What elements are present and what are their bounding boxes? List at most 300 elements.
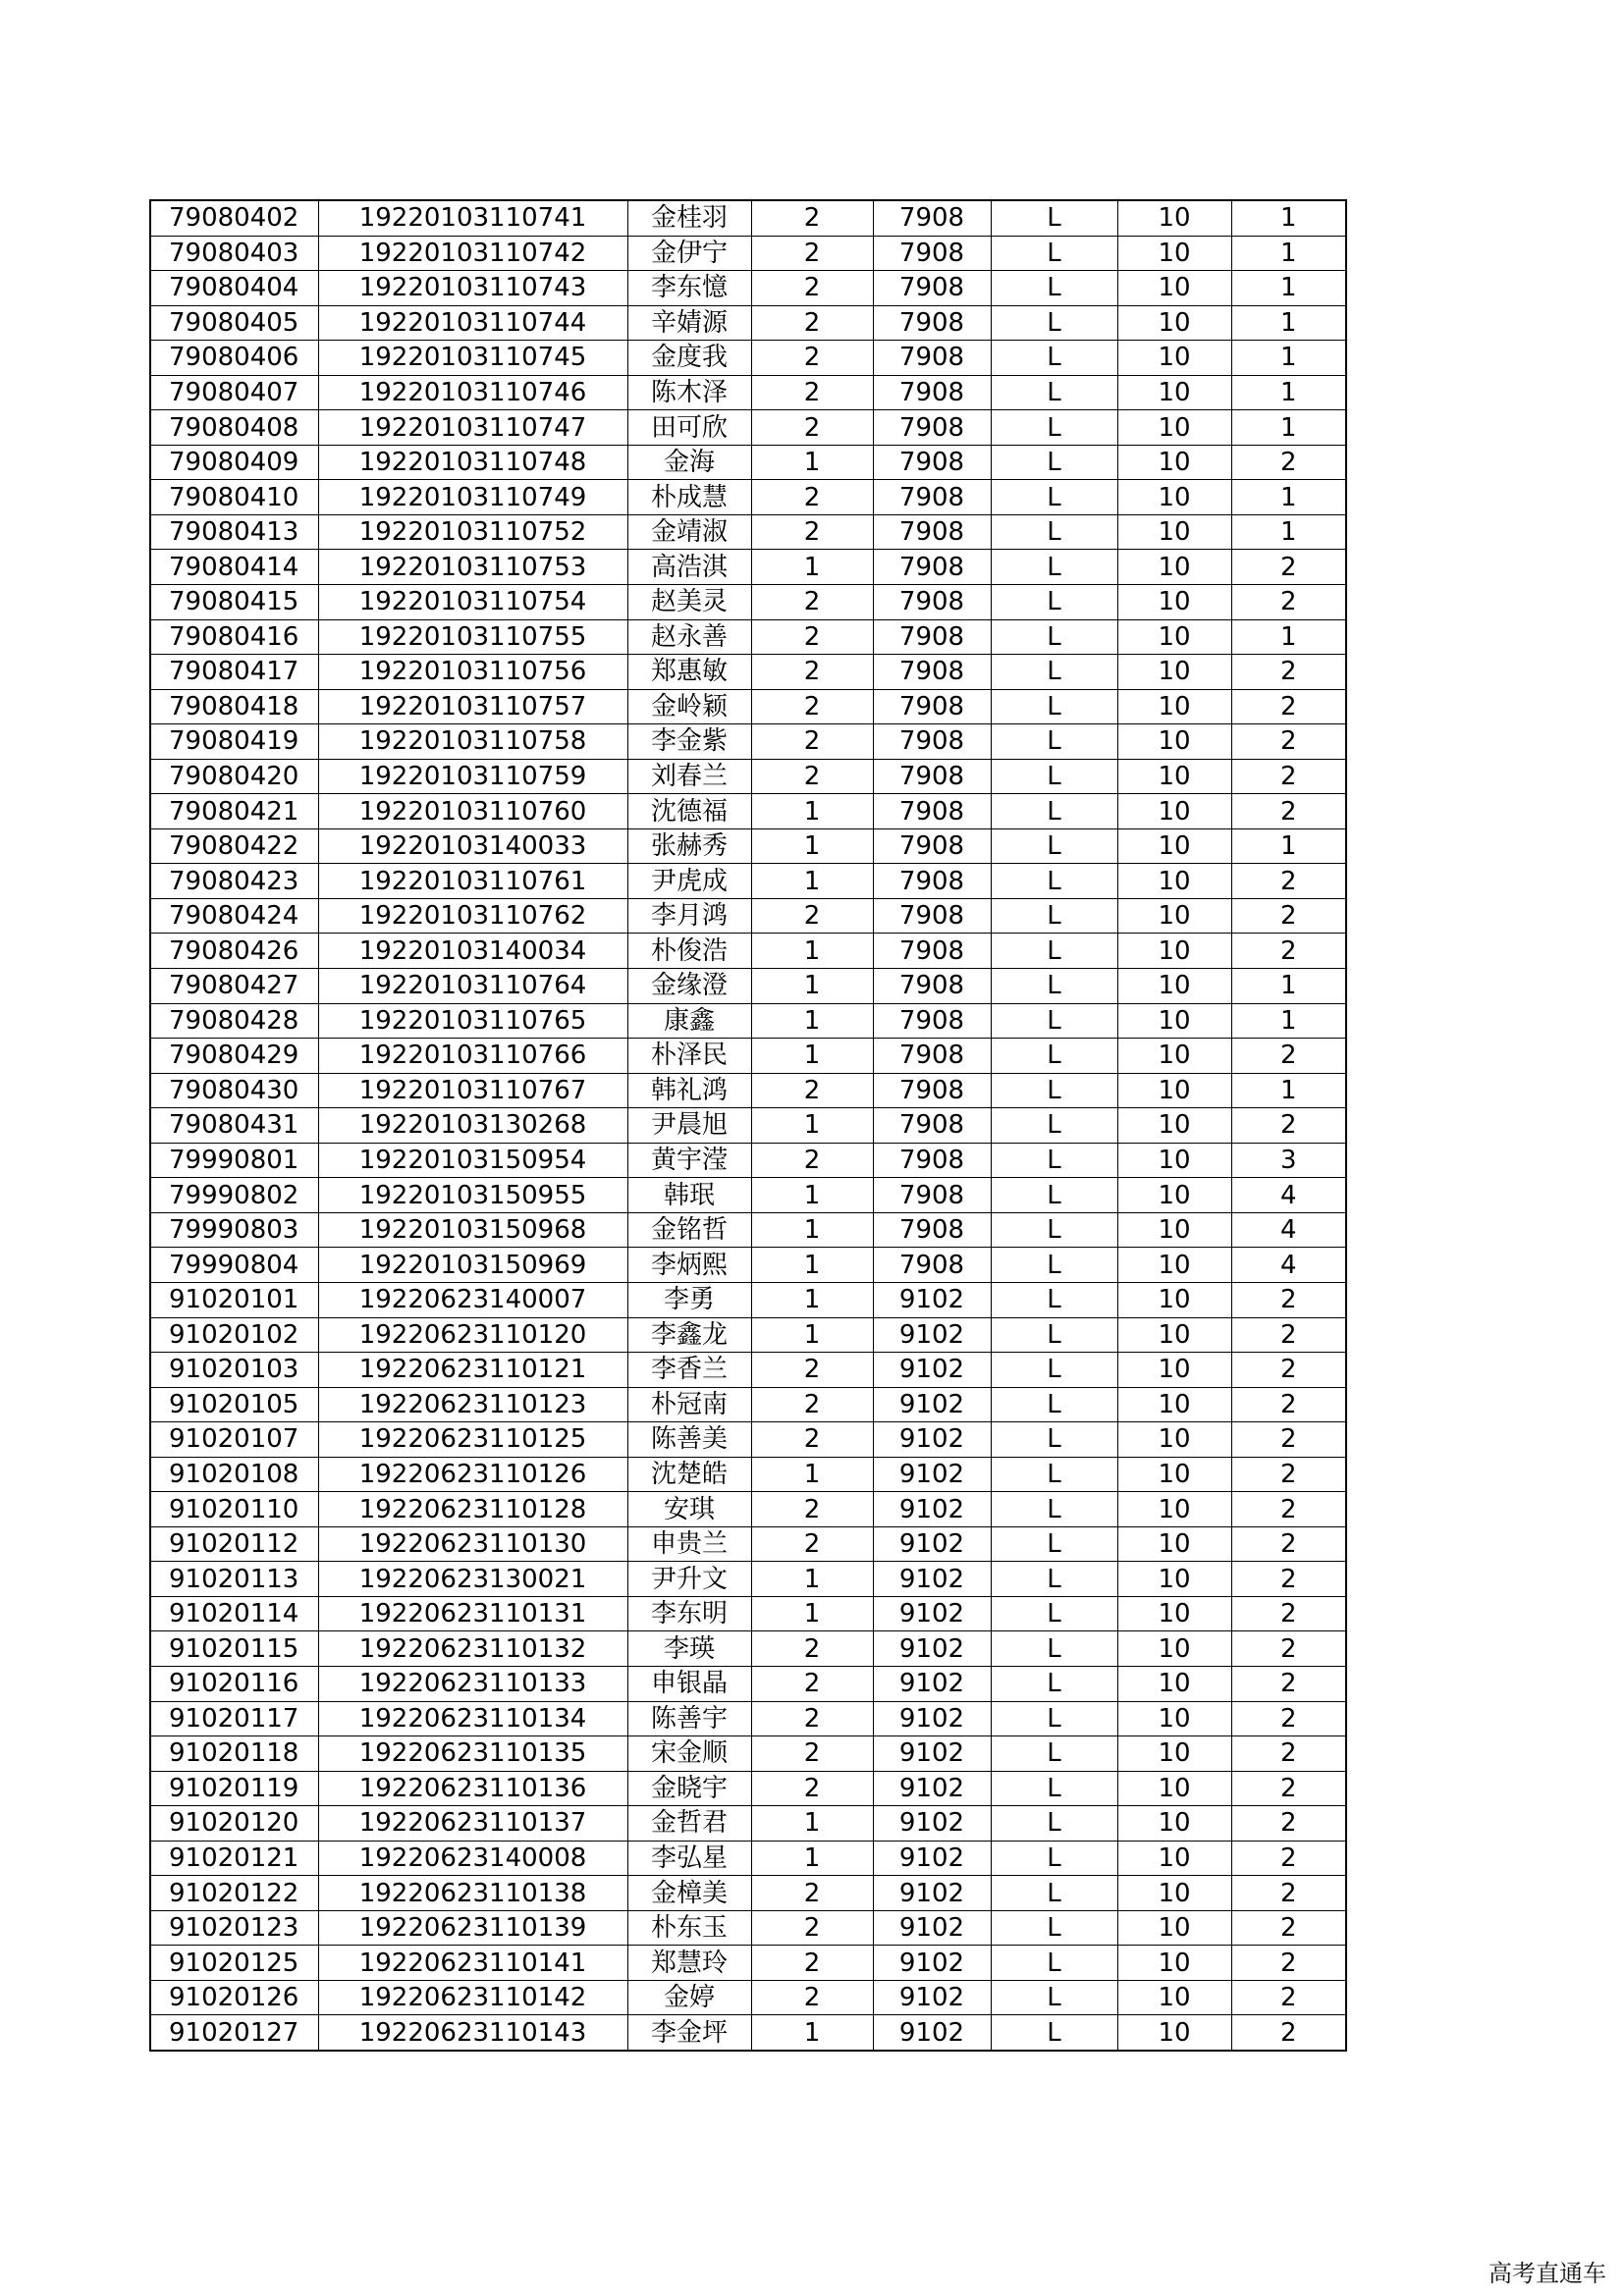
data-table	[149, 199, 1347, 2052]
cell-code: 10	[1117, 1841, 1231, 1876]
cell-code: 10	[1117, 969, 1231, 1004]
cell-name: 金哲君	[627, 1806, 751, 1842]
cell-gender: 1	[751, 828, 873, 864]
cell-name: 沈德福	[627, 794, 751, 829]
cell-school-code: 9102	[873, 1422, 991, 1458]
cell-name: 康鑫	[627, 1003, 751, 1039]
cell-student-id: 19220623110120	[318, 1317, 627, 1353]
cell-category: L	[991, 1073, 1117, 1108]
cell-student-id: 19220103110744	[318, 305, 627, 341]
cell-category: L	[991, 410, 1117, 446]
cell-code: 10	[1117, 200, 1231, 236]
cell-school-code: 9102	[873, 1317, 991, 1353]
cell-student-id: 19220103110748	[318, 445, 627, 480]
cell-gender: 2	[751, 375, 873, 410]
table-row	[150, 1771, 1346, 1806]
cell-code: 10	[1117, 1562, 1231, 1597]
table-row	[150, 1526, 1346, 1562]
cell-name: 李东憶	[627, 271, 751, 306]
cell-name: 辛婧源	[627, 305, 751, 341]
table-row	[150, 898, 1346, 934]
cell-category: L	[991, 1526, 1117, 1562]
cell-name: 陈善宇	[627, 1701, 751, 1736]
cell-gender: 2	[751, 200, 873, 236]
cell-exam-number: 79990804	[150, 1248, 318, 1283]
table-row	[150, 724, 1346, 760]
cell-code: 10	[1117, 1178, 1231, 1213]
table-row	[150, 1108, 1346, 1144]
cell-name: 金铭哲	[627, 1212, 751, 1248]
cell-school-code: 7908	[873, 1212, 991, 1248]
cell-type: 3	[1231, 1143, 1346, 1178]
cell-exam-number: 91020103	[150, 1353, 318, 1388]
cell-code: 10	[1117, 1282, 1231, 1317]
cell-school-code: 7908	[873, 514, 991, 550]
cell-exam-number: 79080426	[150, 934, 318, 969]
cell-gender: 1	[751, 1596, 873, 1631]
cell-code: 10	[1117, 341, 1231, 376]
table-row	[150, 1736, 1346, 1772]
cell-name: 郑惠敏	[627, 655, 751, 690]
cell-school-code: 7908	[873, 1039, 991, 1074]
table-row	[150, 1073, 1346, 1108]
cell-code: 10	[1117, 550, 1231, 585]
cell-gender: 2	[751, 1736, 873, 1772]
cell-category: L	[991, 969, 1117, 1004]
cell-name: 陈善美	[627, 1422, 751, 1458]
cell-code: 10	[1117, 1353, 1231, 1388]
cell-student-id: 19220623110126	[318, 1457, 627, 1492]
cell-exam-number: 79080410	[150, 480, 318, 515]
table-row	[150, 759, 1346, 794]
cell-school-code: 9102	[873, 1457, 991, 1492]
cell-category: L	[991, 1562, 1117, 1597]
cell-category: L	[991, 1666, 1117, 1701]
cell-student-id: 19220623110136	[318, 1771, 627, 1806]
cell-student-id: 19220103110746	[318, 375, 627, 410]
cell-exam-number: 91020115	[150, 1631, 318, 1667]
table-row	[150, 480, 1346, 515]
cell-category: L	[991, 445, 1117, 480]
cell-name: 朴东玉	[627, 1910, 751, 1946]
cell-type: 1	[1231, 236, 1346, 271]
cell-code: 10	[1117, 585, 1231, 620]
cell-school-code: 9102	[873, 2015, 991, 2051]
cell-student-id: 19220103110741	[318, 200, 627, 236]
cell-gender: 1	[751, 1039, 873, 1074]
cell-code: 10	[1117, 1422, 1231, 1458]
cell-category: L	[991, 1876, 1117, 1911]
cell-type: 2	[1231, 1910, 1346, 1946]
cell-student-id: 19220623110134	[318, 1701, 627, 1736]
cell-student-id: 19220623110130	[318, 1526, 627, 1562]
cell-exam-number: 79080415	[150, 585, 318, 620]
cell-school-code: 7908	[873, 410, 991, 446]
cell-code: 10	[1117, 2015, 1231, 2051]
cell-exam-number: 91020101	[150, 1282, 318, 1317]
cell-name: 李瑛	[627, 1631, 751, 1667]
cell-school-code: 7908	[873, 934, 991, 969]
cell-student-id: 19220623110137	[318, 1806, 627, 1842]
cell-exam-number: 79080422	[150, 828, 318, 864]
table-row	[150, 1806, 1346, 1842]
cell-category: L	[991, 1596, 1117, 1631]
table-row	[150, 1946, 1346, 1981]
cell-category: L	[991, 1003, 1117, 1039]
cell-type: 4	[1231, 1212, 1346, 1248]
cell-gender: 1	[751, 1841, 873, 1876]
cell-code: 10	[1117, 655, 1231, 690]
table-row	[150, 1876, 1346, 1911]
cell-exam-number: 91020121	[150, 1841, 318, 1876]
table-row	[150, 1317, 1346, 1353]
table-row	[150, 1353, 1346, 1388]
cell-type: 2	[1231, 864, 1346, 899]
cell-name: 朴俊浩	[627, 934, 751, 969]
cell-school-code: 9102	[873, 1910, 991, 1946]
cell-student-id: 19220103140033	[318, 828, 627, 864]
cell-code: 10	[1117, 480, 1231, 515]
cell-name: 赵永善	[627, 619, 751, 655]
cell-name: 金度我	[627, 341, 751, 376]
cell-code: 10	[1117, 1003, 1231, 1039]
cell-gender: 1	[751, 1212, 873, 1248]
cell-type: 2	[1231, 1492, 1346, 1527]
table-row	[150, 1143, 1346, 1178]
cell-type: 1	[1231, 1003, 1346, 1039]
cell-school-code: 7908	[873, 969, 991, 1004]
cell-gender: 1	[751, 550, 873, 585]
cell-code: 10	[1117, 1248, 1231, 1283]
table-row	[150, 655, 1346, 690]
cell-type: 1	[1231, 271, 1346, 306]
cell-code: 10	[1117, 1980, 1231, 2015]
cell-student-id: 19220103150955	[318, 1178, 627, 1213]
cell-code: 10	[1117, 1806, 1231, 1842]
cell-exam-number: 91020127	[150, 2015, 318, 2051]
table-row	[150, 305, 1346, 341]
cell-gender: 1	[751, 1248, 873, 1283]
cell-school-code: 7908	[873, 689, 991, 724]
cell-gender: 1	[751, 1178, 873, 1213]
cell-type: 2	[1231, 655, 1346, 690]
cell-category: L	[991, 655, 1117, 690]
cell-school-code: 7908	[873, 550, 991, 585]
cell-category: L	[991, 305, 1117, 341]
cell-gender: 2	[751, 1701, 873, 1736]
cell-name: 金缘澄	[627, 969, 751, 1004]
cell-category: L	[991, 2015, 1117, 2051]
cell-student-id: 19220103110755	[318, 619, 627, 655]
cell-exam-number: 91020110	[150, 1492, 318, 1527]
cell-type: 2	[1231, 1457, 1346, 1492]
cell-school-code: 9102	[873, 1596, 991, 1631]
cell-exam-number: 79080405	[150, 305, 318, 341]
table-row	[150, 794, 1346, 829]
cell-type: 1	[1231, 828, 1346, 864]
cell-school-code: 7908	[873, 759, 991, 794]
table-row	[150, 1387, 1346, 1422]
cell-student-id: 19220103110745	[318, 341, 627, 376]
cell-type: 2	[1231, 689, 1346, 724]
cell-category: L	[991, 375, 1117, 410]
table-row	[150, 514, 1346, 550]
table-row	[150, 236, 1346, 271]
cell-exam-number: 91020118	[150, 1736, 318, 1772]
cell-code: 10	[1117, 1736, 1231, 1772]
cell-school-code: 7908	[873, 864, 991, 899]
cell-gender: 2	[751, 1422, 873, 1458]
cell-student-id: 19220103110753	[318, 550, 627, 585]
cell-school-code: 7908	[873, 1073, 991, 1108]
table-row	[150, 1039, 1346, 1074]
cell-category: L	[991, 1980, 1117, 2015]
cell-gender: 1	[751, 2015, 873, 2051]
cell-category: L	[991, 828, 1117, 864]
cell-name: 陈木泽	[627, 375, 751, 410]
table-body	[150, 200, 1346, 2051]
cell-category: L	[991, 1143, 1117, 1178]
cell-type: 2	[1231, 1736, 1346, 1772]
cell-code: 10	[1117, 1212, 1231, 1248]
cell-type: 2	[1231, 1806, 1346, 1842]
cell-exam-number: 79080402	[150, 200, 318, 236]
cell-gender: 2	[751, 236, 873, 271]
table-row	[150, 1596, 1346, 1631]
cell-name: 李炳熙	[627, 1248, 751, 1283]
cell-school-code: 9102	[873, 1387, 991, 1422]
cell-code: 10	[1117, 1771, 1231, 1806]
cell-type: 2	[1231, 1946, 1346, 1981]
cell-name: 金海	[627, 445, 751, 480]
cell-type: 2	[1231, 1387, 1346, 1422]
cell-name: 申银晶	[627, 1666, 751, 1701]
cell-student-id: 19220623110132	[318, 1631, 627, 1667]
cell-exam-number: 79080414	[150, 550, 318, 585]
cell-code: 10	[1117, 1387, 1231, 1422]
cell-student-id: 19220623110123	[318, 1387, 627, 1422]
cell-gender: 2	[751, 1631, 873, 1667]
cell-student-id: 19220103110742	[318, 236, 627, 271]
cell-category: L	[991, 1353, 1117, 1388]
cell-name: 赵美灵	[627, 585, 751, 620]
cell-code: 10	[1117, 1946, 1231, 1981]
cell-exam-number: 91020114	[150, 1596, 318, 1631]
cell-category: L	[991, 1806, 1117, 1842]
cell-type: 2	[1231, 1282, 1346, 1317]
table-row	[150, 1701, 1346, 1736]
cell-gender: 2	[751, 1143, 873, 1178]
cell-exam-number: 91020105	[150, 1387, 318, 1422]
cell-exam-number: 79080407	[150, 375, 318, 410]
cell-student-id: 19220103140034	[318, 934, 627, 969]
cell-name: 刘春兰	[627, 759, 751, 794]
cell-gender: 1	[751, 794, 873, 829]
cell-category: L	[991, 1178, 1117, 1213]
cell-gender: 1	[751, 1003, 873, 1039]
table-row	[150, 585, 1346, 620]
cell-category: L	[991, 934, 1117, 969]
cell-school-code: 9102	[873, 1980, 991, 2015]
cell-school-code: 7908	[873, 236, 991, 271]
cell-name: 张赫秀	[627, 828, 751, 864]
cell-name: 宋金顺	[627, 1736, 751, 1772]
cell-school-code: 7908	[873, 445, 991, 480]
table-row	[150, 550, 1346, 585]
table-row	[150, 1492, 1346, 1527]
cell-name: 金晓宇	[627, 1771, 751, 1806]
table-row	[150, 1910, 1346, 1946]
cell-name: 李金紫	[627, 724, 751, 760]
table-row	[150, 1282, 1346, 1317]
cell-category: L	[991, 1317, 1117, 1353]
cell-type: 1	[1231, 514, 1346, 550]
cell-category: L	[991, 1736, 1117, 1772]
cell-exam-number: 79080413	[150, 514, 318, 550]
cell-name: 金靖淑	[627, 514, 751, 550]
table-row	[150, 1248, 1346, 1283]
cell-student-id: 19220103110762	[318, 898, 627, 934]
cell-student-id: 19220623110138	[318, 1876, 627, 1911]
cell-gender: 2	[751, 655, 873, 690]
table-row	[150, 1631, 1346, 1667]
cell-name: 田可欣	[627, 410, 751, 446]
cell-gender: 2	[751, 1771, 873, 1806]
cell-student-id: 19220103110749	[318, 480, 627, 515]
cell-student-id: 19220103110765	[318, 1003, 627, 1039]
cell-school-code: 9102	[873, 1771, 991, 1806]
cell-student-id: 19220103110743	[318, 271, 627, 306]
cell-code: 10	[1117, 619, 1231, 655]
cell-code: 10	[1117, 305, 1231, 341]
cell-type: 1	[1231, 375, 1346, 410]
cell-gender: 1	[751, 969, 873, 1004]
cell-gender: 1	[751, 864, 873, 899]
cell-student-id: 19220103110756	[318, 655, 627, 690]
cell-code: 10	[1117, 1108, 1231, 1144]
cell-exam-number: 91020120	[150, 1806, 318, 1842]
cell-code: 10	[1117, 689, 1231, 724]
cell-type: 1	[1231, 619, 1346, 655]
cell-student-id: 19220103110767	[318, 1073, 627, 1108]
cell-category: L	[991, 341, 1117, 376]
cell-exam-number: 79080427	[150, 969, 318, 1004]
cell-category: L	[991, 585, 1117, 620]
cell-school-code: 9102	[873, 1353, 991, 1388]
cell-category: L	[991, 1387, 1117, 1422]
cell-exam-number: 91020126	[150, 1980, 318, 2015]
cell-category: L	[991, 1841, 1117, 1876]
table-row	[150, 1457, 1346, 1492]
cell-school-code: 9102	[873, 1876, 991, 1911]
table-row	[150, 1003, 1346, 1039]
cell-school-code: 7908	[873, 305, 991, 341]
cell-type: 1	[1231, 1073, 1346, 1108]
cell-category: L	[991, 200, 1117, 236]
cell-exam-number: 79080428	[150, 1003, 318, 1039]
cell-type: 2	[1231, 1526, 1346, 1562]
cell-type: 4	[1231, 1248, 1346, 1283]
cell-type: 2	[1231, 1039, 1346, 1074]
cell-type: 1	[1231, 200, 1346, 236]
cell-type: 2	[1231, 1562, 1346, 1597]
cell-exam-number: 79990802	[150, 1178, 318, 1213]
cell-type: 2	[1231, 1771, 1346, 1806]
cell-code: 10	[1117, 1492, 1231, 1527]
cell-school-code: 9102	[873, 1736, 991, 1772]
cell-student-id: 19220623110141	[318, 1946, 627, 1981]
cell-exam-number: 79080419	[150, 724, 318, 760]
cell-category: L	[991, 1282, 1117, 1317]
table-row	[150, 271, 1346, 306]
cell-gender: 2	[751, 1073, 873, 1108]
cell-gender: 2	[751, 619, 873, 655]
cell-school-code: 9102	[873, 1841, 991, 1876]
cell-name: 安琪	[627, 1492, 751, 1527]
cell-code: 10	[1117, 271, 1231, 306]
cell-exam-number: 79080420	[150, 759, 318, 794]
cell-student-id: 19220103150954	[318, 1143, 627, 1178]
cell-exam-number: 79080408	[150, 410, 318, 446]
cell-exam-number: 79990801	[150, 1143, 318, 1178]
cell-student-id: 19220103110752	[318, 514, 627, 550]
cell-student-id: 19220623110125	[318, 1422, 627, 1458]
cell-gender: 2	[751, 1492, 873, 1527]
cell-gender: 1	[751, 1282, 873, 1317]
cell-exam-number: 91020107	[150, 1422, 318, 1458]
cell-type: 2	[1231, 794, 1346, 829]
cell-exam-number: 79080421	[150, 794, 318, 829]
cell-exam-number: 91020119	[150, 1771, 318, 1806]
cell-exam-number: 79080431	[150, 1108, 318, 1144]
cell-code: 10	[1117, 1039, 1231, 1074]
cell-school-code: 7908	[873, 1178, 991, 1213]
cell-school-code: 9102	[873, 1492, 991, 1527]
cell-category: L	[991, 1631, 1117, 1667]
cell-gender: 2	[751, 341, 873, 376]
cell-code: 10	[1117, 410, 1231, 446]
table-row	[150, 1562, 1346, 1597]
cell-exam-number: 91020116	[150, 1666, 318, 1701]
cell-student-id: 19220623110139	[318, 1910, 627, 1946]
cell-type: 2	[1231, 934, 1346, 969]
cell-name: 高浩淇	[627, 550, 751, 585]
cell-category: L	[991, 1701, 1117, 1736]
cell-gender: 2	[751, 305, 873, 341]
cell-name: 申贵兰	[627, 1526, 751, 1562]
table-row	[150, 410, 1346, 446]
cell-school-code: 9102	[873, 1526, 991, 1562]
cell-type: 2	[1231, 898, 1346, 934]
cell-category: L	[991, 1248, 1117, 1283]
cell-school-code: 7908	[873, 341, 991, 376]
cell-name: 金伊宁	[627, 236, 751, 271]
cell-type: 2	[1231, 1631, 1346, 1667]
table-row	[150, 1422, 1346, 1458]
cell-gender: 1	[751, 1562, 873, 1597]
cell-name: 朴冠南	[627, 1387, 751, 1422]
table-row	[150, 864, 1346, 899]
cell-code: 10	[1117, 828, 1231, 864]
table-row	[150, 341, 1346, 376]
table-row	[150, 1178, 1346, 1213]
cell-type: 1	[1231, 480, 1346, 515]
cell-gender: 2	[751, 898, 873, 934]
table-row	[150, 1212, 1346, 1248]
cell-type: 2	[1231, 1841, 1346, 1876]
cell-gender: 2	[751, 1910, 873, 1946]
cell-student-id: 19220623140008	[318, 1841, 627, 1876]
